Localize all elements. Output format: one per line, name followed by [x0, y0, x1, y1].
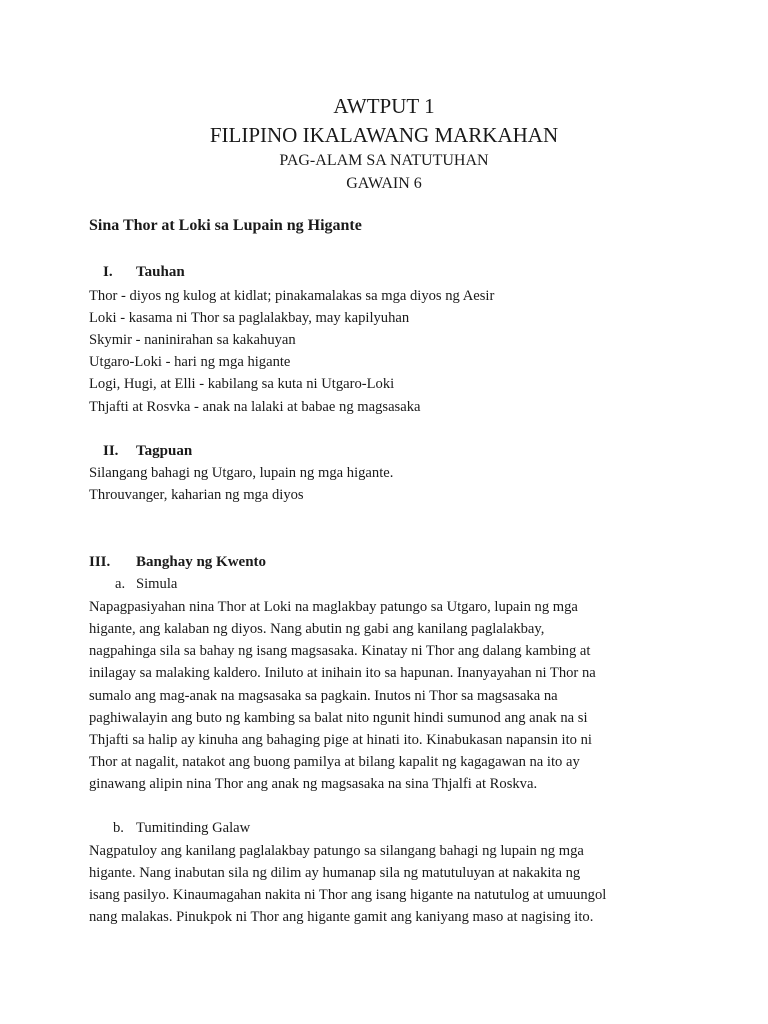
paragraph-line: inilagay sa malaking kaldero. Iniluto at inihain ito sa hapunan. Inanyayahan ni Thor na	[89, 665, 596, 681]
paragraph-line: higante. Nang inabutan sila ng dilim ay humanap sila ng matutuluyan at nakakita ng	[89, 865, 581, 881]
paragraph-line: Nagpatuloy ang kanilang paglalakbay patungo sa silangang bahagi ng lupain ng mga	[89, 843, 584, 859]
section-3-heading: Banghay ng Kwento	[136, 554, 267, 570]
header-activity-type: PAG-ALAM SA NATUTUHAN	[279, 152, 489, 169]
section-2-heading: Tagpuan	[136, 443, 193, 459]
setting-line: Throuvanger, kaharian ng mga diyos	[89, 487, 304, 503]
paragraph-line: isang pasilyo. Kinaumagahan nakita ni Thor ang isang higante na natutulog at umuungol	[89, 887, 607, 903]
paragraph-line: nagpahinga sila sa bahay ng isang magsasaka. Kinatay ni Thor ang dalang kambing at	[89, 643, 591, 659]
character-line: Skymir - naninirahan sa kakahuyan	[89, 332, 296, 348]
character-line: Thor - diyos ng kulog at kidlat; pinakamalakas sa mga diyos ng Aesir	[89, 288, 495, 304]
paragraph-line: higante, ang kalaban ng diyos. Nang abutin ng gabi ang kanilang paglalakbay,	[89, 621, 545, 637]
header-activity-number: GAWAIN 6	[346, 175, 422, 192]
paragraph-line: nang malakas. Pinukpok ni Thor ang higante gamit ang kaniyang maso at nagising ito.	[89, 909, 594, 925]
paragraph-line: Thjafti sa halip ay kinuha ang bahaging pige at hinati ito. Kinabukasan napansin ito ni	[89, 732, 592, 748]
subsection-b-heading: Tumitinding Galaw	[136, 820, 251, 836]
section-1-heading: Tauhan	[136, 264, 185, 280]
paragraph-line: ginawang alipin nina Thor ang anak ng magsasaka na sina Thjalfi at Roskva.	[89, 776, 538, 792]
subsection-b-letter: b.	[113, 820, 124, 836]
setting-line: Silangang bahagi ng Utgaro, lupain ng mga higante.	[89, 465, 394, 481]
character-line: Logi, Hugi, at Elli - kabilang sa kuta ni Utgaro-Loki	[89, 376, 395, 392]
character-line: Loki - kasama ni Thor sa paglalakbay, may kapilyuhan	[89, 310, 410, 326]
paragraph-line: Napagpasiyahan nina Thor at Loki na maglakbay patungo sa Utgaro, lupain ng mga	[89, 599, 578, 615]
header-subject-quarter: FILIPINO IKALAWANG MARKAHAN	[209, 123, 559, 147]
paragraph-line: paghiwalayin ang buto ng kambing sa balat nito ngunit hindi sumunod ang anak na si	[89, 710, 588, 726]
header-output-number: AWTPUT 1	[333, 94, 435, 118]
character-line: Utgaro-Loki - hari ng mga higante	[89, 354, 291, 370]
section-3-number: III.	[89, 554, 111, 570]
paragraph-line: Thor at nagalit, natakot ang buong pamilya at bilang kapalit ng kagagawan na ito ay	[89, 754, 580, 770]
character-line: Thjafti at Rosvka - anak na lalaki at babae ng magsasaka	[89, 399, 421, 415]
paragraph-line: sumalo ang mag-anak na magsasaka sa pagkain. Inutos ni Thor sa magsasaka na	[89, 688, 558, 704]
subsection-a-letter: a.	[115, 576, 126, 592]
subsection-a-heading: Simula	[136, 576, 178, 592]
section-1-number: I.	[103, 264, 113, 280]
story-title: Sina Thor at Loki sa Lupain ng Higante	[89, 217, 362, 234]
section-2-number: II.	[103, 443, 119, 459]
